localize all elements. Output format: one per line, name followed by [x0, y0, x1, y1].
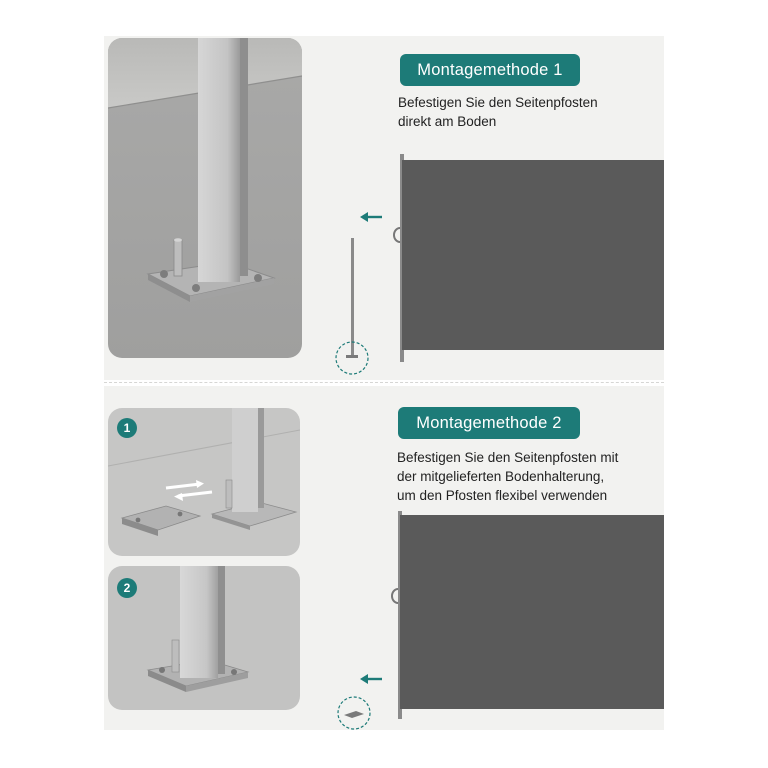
arrow-left-icon: [360, 212, 382, 222]
method1-description: Befestigen Sie den Seitenpfosten direkt am Boden: [398, 95, 598, 129]
side-post: [351, 238, 354, 356]
method1-awning-diagram: [330, 150, 650, 390]
method2-title: Montagemethode 2: [398, 407, 580, 439]
method1-title: Montagemethode 1: [400, 54, 580, 86]
step-2-badge: 2: [117, 578, 137, 598]
post-on-ground-illustration: [108, 38, 302, 358]
method2-description: Befestigen Sie den Seitenpfosten mit der mitgelieferten Bodenhalterung, um den Pfosten flexibel verwenden: [397, 450, 619, 503]
bracket-assembly-illustration: [108, 408, 300, 556]
arrow-left-icon: [360, 674, 382, 684]
awning-fabric: [402, 160, 664, 350]
method2-awning-diagram: [330, 505, 650, 735]
awning-handle: [394, 228, 400, 242]
method1-photo: [108, 38, 302, 358]
awning-fabric: [400, 515, 664, 709]
step-1-badge: 1: [117, 418, 137, 438]
detail-circle-icon: [338, 697, 370, 729]
method2-step1-photo: [108, 408, 300, 556]
awning-handle: [392, 589, 398, 603]
